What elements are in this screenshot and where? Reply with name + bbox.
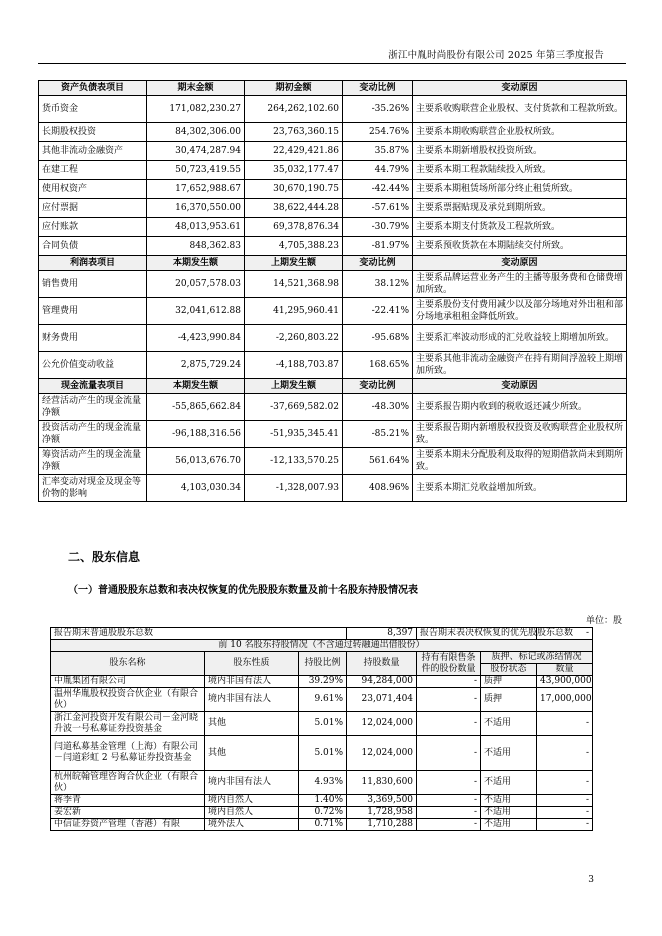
cashflow-row — [39, 394, 627, 421]
amount-cell: 50,723,419.55 — [147, 161, 245, 180]
balance-row — [39, 142, 627, 161]
preferred-shareholders-value: - — [537, 628, 593, 640]
shareholder-pledge-status: 质押 — [481, 688, 537, 712]
reason-cell: 主要系汇率波动形成的汇兑收益较上期增加所致。 — [413, 325, 627, 352]
page-number: 3 — [588, 875, 594, 885]
amount-cell: -55,865,662.84 — [147, 394, 245, 421]
reason-cell: 主要系收购联营企业股权、支付货款和工程款所致。 — [413, 96, 627, 123]
amount-cell: 4,103,030.34 — [147, 475, 245, 502]
item-cell: 在建工程 — [39, 161, 147, 180]
shareholder-shares: 23,071,404 — [347, 688, 417, 712]
amount-cell: 69,378,876.34 — [245, 218, 343, 237]
amount-cell: 17,652,988.67 — [147, 180, 245, 199]
cashflow-row — [39, 421, 627, 448]
shareholder-pledge-status: 不适用 — [481, 736, 537, 771]
shareholder-pledge-qty: - — [537, 736, 593, 771]
cashflow-col-header: 变动比例 — [343, 379, 413, 394]
col-header-pledge-group: 质押、标记或冻结情况 — [481, 652, 593, 664]
item-cell: 长期股权投资 — [39, 123, 147, 142]
shareholder-name: 姜宏新 — [51, 807, 205, 819]
amount-cell: 48,013,953.61 — [147, 218, 245, 237]
shareholder-pledge-qty: - — [537, 771, 593, 795]
reason-cell: 主要系其他非流动金融资产在持有期间浮盈较上期增加所致。 — [413, 352, 627, 379]
cashflow-row — [39, 475, 627, 502]
shareholder-name: 温州华胤股权投资合伙企业（有限合伙） — [51, 688, 205, 712]
reason-cell: 主要系本期新增股权投资所致。 — [413, 142, 627, 161]
shareholder-restricted: - — [417, 676, 481, 688]
income-row — [39, 298, 627, 325]
ratio-cell: -35.26% — [343, 96, 413, 123]
reason-cell: 主要系品牌运营业务产生的主播等服务费和仓储费增加所致。 — [413, 271, 627, 298]
balance-col-header: 变动原因 — [413, 81, 627, 96]
amount-cell: 30,670,190.75 — [245, 180, 343, 199]
ratio-cell: 35.87% — [343, 142, 413, 161]
ratio-cell: -48.30% — [343, 394, 413, 421]
col-header-restricted: 持有有限售条件的股份数量 — [417, 652, 481, 676]
shareholder-restricted: - — [417, 819, 481, 831]
shareholder-pledge-qty: 43,900,000 — [537, 676, 593, 688]
shareholder-pledge-qty: - — [537, 807, 593, 819]
cashflow-header-row — [39, 379, 627, 394]
ratio-cell: -95.68% — [343, 325, 413, 352]
amount-cell: 264,262,102.60 — [245, 96, 343, 123]
shareholder-nature: 境内自然人 — [205, 795, 299, 807]
amount-cell: 30,474,287.94 — [147, 142, 245, 161]
shareholder-shares: 1,728,958 — [347, 807, 417, 819]
income-header-row — [39, 256, 627, 271]
shareholder-ratio: 5.01% — [299, 736, 347, 771]
shareholder-shares: 11,830,600 — [347, 771, 417, 795]
item-cell: 其他非流动金融资产 — [39, 142, 147, 161]
shareholder-name: 浙江金河投资开发有限公司－金河晓升波一号私募证券投资基金 — [51, 712, 205, 736]
shareholder-nature: 境内非国有法人 — [205, 688, 299, 712]
shareholder-nature: 其他 — [205, 736, 299, 771]
income-row — [39, 325, 627, 352]
ratio-cell: 561.64% — [343, 448, 413, 475]
section-subtitle: （一）普通股股东总数和表决权恢复的优先股股东数量及前十名股东持股情况表 — [68, 585, 418, 596]
col-header-shares: 持股数量 — [347, 652, 417, 676]
col-header-ratio: 持股比例 — [299, 652, 347, 676]
shareholder-name: 蒋季青 — [51, 795, 205, 807]
item-cell: 投资活动产生的现金流量净额 — [39, 421, 147, 448]
shareholder-nature: 其他 — [205, 712, 299, 736]
amount-cell: -4,423,990.84 — [147, 325, 245, 352]
reason-cell: 主要系股份支付费用减少以及部分场地对外出租和部分场地承租租金降低所致。 — [413, 298, 627, 325]
shareholder-shares: 94,284,000 — [347, 676, 417, 688]
amount-cell: -51,935,345.41 — [245, 421, 343, 448]
shareholder-row — [51, 736, 593, 771]
col-header-pledge-qty: 数量 — [537, 664, 593, 676]
amount-cell: 22,429,421.86 — [245, 142, 343, 161]
shareholder-nature: 境内非国有法人 — [205, 771, 299, 795]
unit-label: 单位：股 — [585, 616, 622, 626]
item-cell: 销售费用 — [39, 271, 147, 298]
amount-cell: 56,013,676.70 — [147, 448, 245, 475]
shareholder-restricted: - — [417, 736, 481, 771]
income-col-header: 本期发生额 — [147, 256, 245, 271]
item-cell: 管理费用 — [39, 298, 147, 325]
reason-cell: 主要系本期租赁场所部分终止租赁所致。 — [413, 180, 627, 199]
ratio-cell: -42.44% — [343, 180, 413, 199]
shareholder-row — [51, 676, 593, 688]
shareholder-ratio: 5.01% — [299, 712, 347, 736]
shareholder-row — [51, 688, 593, 712]
amount-cell: 41,295,960.41 — [245, 298, 343, 325]
reason-cell: 主要系本期汇兑收益增加所致。 — [413, 475, 627, 502]
shareholder-restricted: - — [417, 712, 481, 736]
shareholder-pledge-status: 不适用 — [481, 819, 537, 831]
balance-header-row — [39, 81, 627, 96]
ratio-cell: -22.41% — [343, 298, 413, 325]
cashflow-col-header: 变动原因 — [413, 379, 627, 394]
shareholder-pledge-status: 质押 — [481, 676, 537, 688]
income-col-header: 变动比例 — [343, 256, 413, 271]
shareholder-ratio: 0.71% — [299, 819, 347, 831]
shareholder-restricted: - — [417, 807, 481, 819]
item-cell: 经营活动产生的现金流量净额 — [39, 394, 147, 421]
item-cell: 使用权资产 — [39, 180, 147, 199]
reason-cell: 主要系票据贴现及承兑到期所致。 — [413, 199, 627, 218]
shareholder-pledge-qty: - — [537, 712, 593, 736]
total-shareholders-value: 8,397 — [347, 628, 417, 640]
amount-cell: 14,521,368.98 — [245, 271, 343, 298]
shareholder-restricted: - — [417, 688, 481, 712]
item-cell: 公允价值变动收益 — [39, 352, 147, 379]
amount-cell: 38,622,444.28 — [245, 199, 343, 218]
amount-cell: 84,302,306.00 — [147, 123, 245, 142]
preferred-shareholders-label: 报告期末表决权恢复的优先股股东总数 — [417, 628, 537, 640]
shareholder-restricted: - — [417, 795, 481, 807]
ratio-cell: 254.76% — [343, 123, 413, 142]
ratio-cell: -30.79% — [343, 218, 413, 237]
shareholder-pledge-status: 不适用 — [481, 807, 537, 819]
item-cell: 汇率变动对现金及现金等价物的影响 — [39, 475, 147, 502]
shareholder-pledge-qty: - — [537, 819, 593, 831]
shareholder-name: 中信证券资产管理（香港）有限 — [51, 819, 205, 831]
amount-cell: 171,082,230.27 — [147, 96, 245, 123]
amount-cell: 35,032,177.47 — [245, 161, 343, 180]
balance-row — [39, 123, 627, 142]
shareholder-pledge-status: 不适用 — [481, 712, 537, 736]
item-cell: 应付账款 — [39, 218, 147, 237]
balance-row — [39, 237, 627, 256]
shareholder-row — [51, 795, 593, 807]
shareholder-name: 杭州皖翰管理咨询合伙企业（有限合伙） — [51, 771, 205, 795]
balance-row — [39, 96, 627, 123]
balance-col-header: 资产负债表项目 — [39, 81, 147, 96]
shareholder-shares: 12,024,000 — [347, 736, 417, 771]
col-header-name: 股东名称 — [51, 652, 205, 676]
shareholder-nature: 境内自然人 — [205, 807, 299, 819]
balance-row — [39, 218, 627, 237]
shareholder-name: 闫道私募基金管理（上海）有限公司－闫道彩虹 2 号私募证券投资基金 — [51, 736, 205, 771]
financial-changes-table — [38, 80, 627, 502]
amount-cell: -37,669,582.02 — [245, 394, 343, 421]
amount-cell: 20,057,578.03 — [147, 271, 245, 298]
shareholder-name: 中胤集团有限公司 — [51, 676, 205, 688]
item-cell: 筹资活动产生的现金流量净额 — [39, 448, 147, 475]
header-rule — [38, 63, 626, 64]
amount-cell: 23,763,360.15 — [245, 123, 343, 142]
shareholder-pledge-status: 不适用 — [481, 795, 537, 807]
section-title: 二、股东信息 — [68, 550, 141, 564]
item-cell: 合同负债 — [39, 237, 147, 256]
shareholder-ratio: 1.40% — [299, 795, 347, 807]
amount-cell: 32,041,612.88 — [147, 298, 245, 325]
income-col-header: 上期发生额 — [245, 256, 343, 271]
shareholder-pledge-status: 不适用 — [481, 771, 537, 795]
item-cell: 财务费用 — [39, 325, 147, 352]
item-cell: 货币资金 — [39, 96, 147, 123]
ratio-cell: 408.96% — [343, 475, 413, 502]
ratio-cell: -85.21% — [343, 421, 413, 448]
shareholder-shares: 1,710,288 — [347, 819, 417, 831]
balance-col-header: 变动比例 — [343, 81, 413, 96]
amount-cell: 2,875,729.24 — [147, 352, 245, 379]
amount-cell: 4,705,388.23 — [245, 237, 343, 256]
shareholder-shares: 12,024,000 — [347, 712, 417, 736]
shareholders-table — [50, 627, 593, 831]
page-header-title: 浙江中胤时尚股份有限公司 2025 年第三季度报告 — [388, 50, 604, 61]
shareholder-pledge-qty: 17,000,000 — [537, 688, 593, 712]
shareholder-ratio: 39.29% — [299, 676, 347, 688]
amount-cell: -96,188,316.56 — [147, 421, 245, 448]
cashflow-col-header: 上期发生额 — [245, 379, 343, 394]
ratio-cell: 168.65% — [343, 352, 413, 379]
cashflow-col-header: 现金流量表项目 — [39, 379, 147, 394]
amount-cell: -2,260,803.22 — [245, 325, 343, 352]
amount-cell: 16,370,550.00 — [147, 199, 245, 218]
reason-cell: 主要系本期未分配股利及取得的短期借款尚未到期所致。 — [413, 448, 627, 475]
shareholder-row — [51, 712, 593, 736]
item-cell: 应付票据 — [39, 199, 147, 218]
shareholder-row — [51, 819, 593, 831]
amount-cell: 848,362.83 — [147, 237, 245, 256]
ratio-cell: 44.79% — [343, 161, 413, 180]
reason-cell: 主要系报告期内收到的税收返还减少所致。 — [413, 394, 627, 421]
shareholder-ratio: 9.61% — [299, 688, 347, 712]
ratio-cell: -57.61% — [343, 199, 413, 218]
shareholder-ratio: 0.72% — [299, 807, 347, 819]
reason-cell: 主要系本期收购联营企业股权所致。 — [413, 123, 627, 142]
cashflow-col-header: 本期发生额 — [147, 379, 245, 394]
amount-cell: -4,188,703.87 — [245, 352, 343, 379]
income-row — [39, 352, 627, 379]
col-header-pledge-status: 股份状态 — [481, 664, 537, 676]
cashflow-row — [39, 448, 627, 475]
balance-row — [39, 180, 627, 199]
reason-cell: 主要系本期工程款陆续投入所致。 — [413, 161, 627, 180]
income-row — [39, 271, 627, 298]
top10-title: 前 10 名股东持股情况（不含通过转融通出借股份） — [51, 640, 593, 652]
income-col-header: 利润表项目 — [39, 256, 147, 271]
amount-cell: -12,133,570.25 — [245, 448, 343, 475]
shareholder-shares: 3,369,500 — [347, 795, 417, 807]
ratio-cell: -81.97% — [343, 237, 413, 256]
balance-col-header: 期初金额 — [245, 81, 343, 96]
col-header-nature: 股东性质 — [205, 652, 299, 676]
shareholder-nature: 境内非国有法人 — [205, 676, 299, 688]
reason-cell: 主要系本期支付货款及工程款所致。 — [413, 218, 627, 237]
balance-row — [39, 161, 627, 180]
shareholder-nature: 境外法人 — [205, 819, 299, 831]
shareholder-restricted: - — [417, 771, 481, 795]
balance-col-header: 期末金额 — [147, 81, 245, 96]
reason-cell: 主要系报告期内新增股权投资及收购联营企业股权所致。 — [413, 421, 627, 448]
amount-cell: -1,328,007.93 — [245, 475, 343, 502]
shareholder-row — [51, 771, 593, 795]
income-col-header: 变动原因 — [413, 256, 627, 271]
shareholder-pledge-qty: - — [537, 795, 593, 807]
reason-cell: 主要系预收货款在本期陆续交付所致。 — [413, 237, 627, 256]
total-shareholders-label: 报告期末普通股股东总数 — [51, 628, 347, 640]
ratio-cell: 38.12% — [343, 271, 413, 298]
balance-row — [39, 199, 627, 218]
shareholder-ratio: 4.93% — [299, 771, 347, 795]
shareholder-row — [51, 807, 593, 819]
